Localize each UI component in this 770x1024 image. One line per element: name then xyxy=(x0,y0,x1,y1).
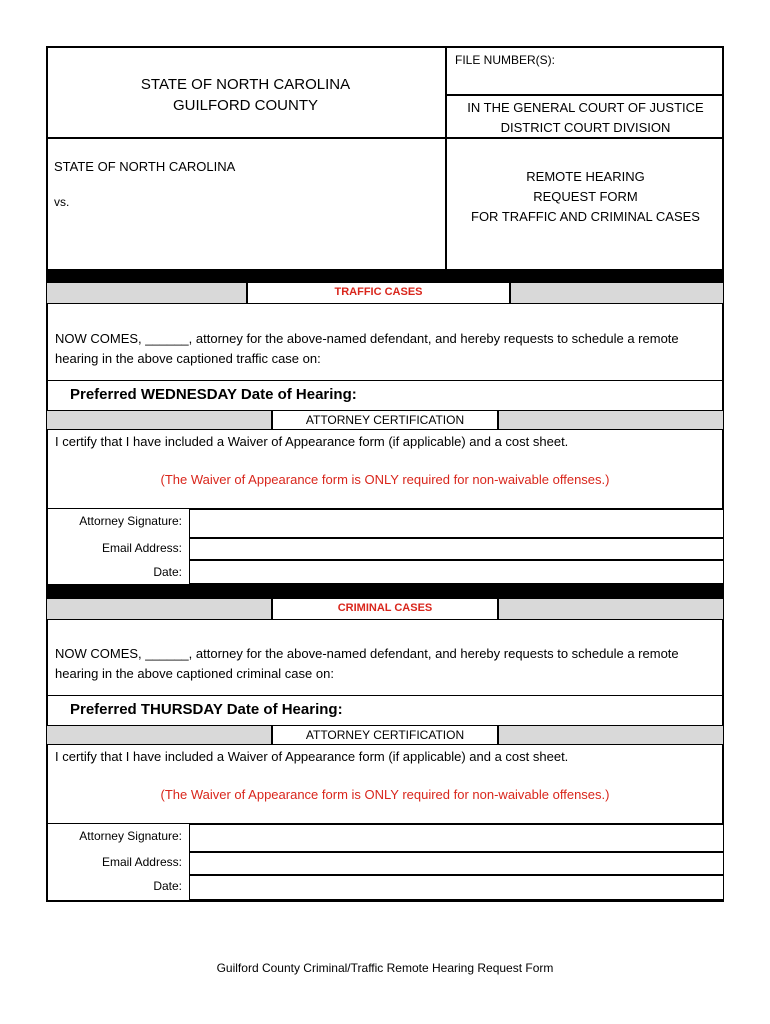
file-number-label: FILE NUMBER(S): xyxy=(455,53,556,67)
state-heading: STATE OF NORTH CAROLINA xyxy=(140,76,351,93)
criminal-now-comes-line-1: NOW COMES, ______, attorney for the above-named defendant, and hereby requests to schedule a remote xyxy=(55,646,679,661)
traffic-signature-field[interactable] xyxy=(189,509,724,538)
criminal-signature-field[interactable] xyxy=(189,824,724,852)
county-heading: GUILFORD COUNTY xyxy=(172,97,318,114)
criminal-email-label: Email Address: xyxy=(101,855,182,869)
traffic-email-label: Email Address: xyxy=(101,541,182,555)
traffic-now-comes-line-1: NOW COMES, ______, attorney for the above-named defendant, and hereby requests to schedule a remote xyxy=(55,331,679,346)
traffic-now-comes-line-2: hearing in the above captioned traffic case on: xyxy=(55,351,321,366)
traffic-header-left-fill xyxy=(46,282,247,304)
file-number-box[interactable] xyxy=(447,46,724,96)
traffic-cert-box xyxy=(46,430,724,509)
criminal-cert-left-fill xyxy=(46,725,272,745)
traffic-sig-label: Attorney Signature: xyxy=(79,514,182,528)
criminal-signature-rows xyxy=(46,824,724,902)
criminal-header-right-fill xyxy=(498,598,724,620)
traffic-preferred-date-field[interactable] xyxy=(46,381,724,410)
traffic-date-field[interactable] xyxy=(189,560,724,584)
criminal-preferred-date-field[interactable] xyxy=(46,696,724,725)
criminal-preferred-date-label: Preferred THURSDAY Date of Hearing: xyxy=(70,701,343,718)
traffic-signature-rows xyxy=(46,509,724,584)
form-title-line-3: FOR TRAFFIC AND CRIMINAL CASES xyxy=(471,209,700,224)
court-division-box xyxy=(447,96,724,139)
traffic-cert-right-fill xyxy=(498,410,724,430)
traffic-cert-left-fill xyxy=(46,410,272,430)
traffic-email-field[interactable] xyxy=(189,538,724,560)
form-title-box xyxy=(447,139,724,269)
criminal-email-field[interactable] xyxy=(189,852,724,875)
criminal-date-field[interactable] xyxy=(189,875,724,900)
criminal-cert-title: ATTORNEY CERTIFICATION xyxy=(272,725,498,745)
criminal-cert-text: I certify that I have included a Waiver of Appearance form (if applicable) and a cost sheet. xyxy=(55,749,569,764)
criminal-cert-box xyxy=(46,745,724,824)
party-name: STATE OF NORTH CAROLINA xyxy=(54,159,236,174)
traffic-section-title: TRAFFIC CASES xyxy=(247,282,510,304)
caption-box xyxy=(46,139,447,269)
criminal-divider-bar xyxy=(46,584,724,598)
criminal-now-comes-line-2: hearing in the above captioned criminal case on: xyxy=(55,666,334,681)
traffic-cert-title: ATTORNEY CERTIFICATION xyxy=(272,410,498,430)
traffic-header-right-fill xyxy=(510,282,724,304)
traffic-request-box xyxy=(46,304,724,381)
form-title-line-1: REMOTE HEARING xyxy=(526,169,645,184)
court-line-2: DISTRICT COURT DIVISION xyxy=(500,120,671,135)
form-title-line-2: REQUEST FORM xyxy=(533,189,638,204)
traffic-divider-bar xyxy=(46,269,724,282)
traffic-preferred-date-label: Preferred WEDNESDAY Date of Hearing: xyxy=(70,386,357,403)
traffic-cert-text: I certify that I have included a Waiver of Appearance form (if applicable) and a cost sheet. xyxy=(55,434,569,449)
footer-text: Guilford County Criminal/Traffic Remote Hearing Request Form xyxy=(216,961,554,975)
vs-label: vs. xyxy=(54,195,70,209)
criminal-sig-label: Attorney Signature: xyxy=(79,829,182,843)
criminal-waiver-note: (The Waiver of Appearance form is ONLY required for non-waivable offenses.) xyxy=(160,787,610,802)
criminal-header-left-fill xyxy=(46,598,272,620)
criminal-cert-right-fill xyxy=(498,725,724,745)
traffic-date-label: Date: xyxy=(153,565,182,579)
traffic-waiver-note: (The Waiver of Appearance form is ONLY required for non-waivable offenses.) xyxy=(160,472,610,487)
criminal-section-title: CRIMINAL CASES xyxy=(272,598,498,620)
header-county-box xyxy=(46,46,447,139)
court-line-1: IN THE GENERAL COURT OF JUSTICE xyxy=(467,100,704,115)
criminal-date-label: Date: xyxy=(153,879,182,893)
criminal-request-box xyxy=(46,620,724,696)
